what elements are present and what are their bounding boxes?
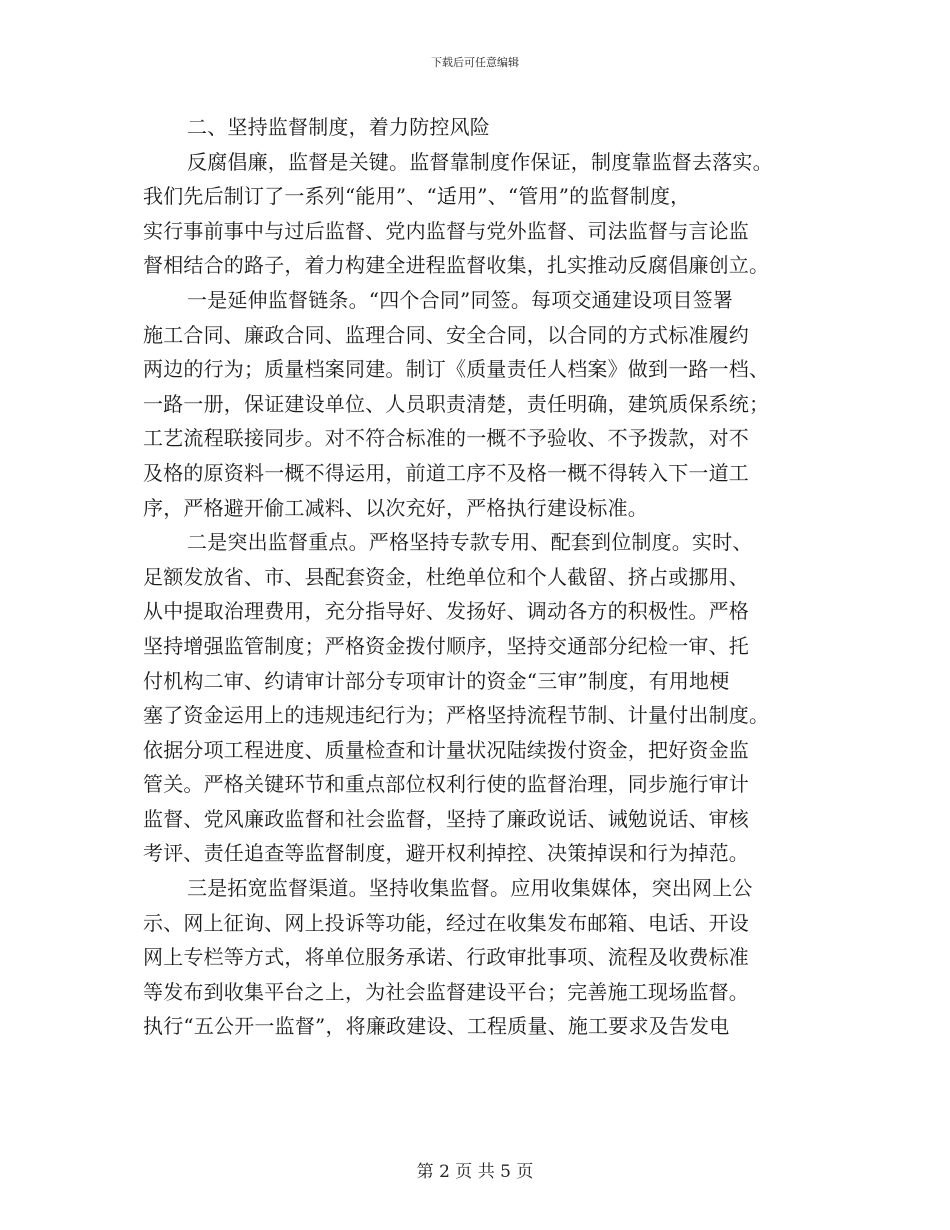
text-line: 等发布到收集平台之上，为社会监督建设平台；完善施工现场监督。 (143, 979, 749, 1004)
text-line: 实行事前事中与过后监督、党内监督与党外监督、司法监督与言论监 (143, 218, 749, 243)
text-line: 付机构二审、约请审计部分专项审计的资金“三审”制度，有用地梗 (143, 668, 730, 693)
text-line: 足额发放省、市、县配套资金，杜绝单位和个人截留、挤占或挪用、 (143, 564, 749, 589)
text-line: 坚持增强监管制度；严格资金拨付顺序，坚持交通部分纪检一审、托 (143, 633, 749, 658)
text-line: 二是突出监督重点。严格坚持专款专用、配套到位制度。实时、 (187, 530, 753, 555)
page-header: 下载后可任意编辑 (431, 56, 519, 69)
text-line: 反腐倡廉，监督是关键。监督靠制度作保证，制度靠监督去落实。 (187, 149, 773, 174)
text-line: 督相结合的路子，着力构建全进程监督收集，扎实推动反腐倡廉创立。 (143, 253, 770, 278)
page-footer: 第 2 页 共 5 页 (416, 1162, 534, 1182)
text-line: 施工合同、廉政合同、监理合同、安全合同，以合同的方式标准履约 (143, 322, 749, 347)
text-line: 一是延伸监督链条。“四个合同”同签。每项交通建设项目签署 (187, 287, 734, 312)
text-line: 一路一册，保证建设单位、人员职责清楚，责任明确，建筑质保系统； (143, 391, 770, 416)
text-line: 及格的原资料一概不得运用，前道工序不及格一概不得转入下一道工 (143, 460, 749, 485)
text-line: 从中提取治理费用，充分指导好、发扬好、调动各方的积极性。严格 (143, 599, 749, 624)
text-line: 两边的行为；质量档案同建。制订《质量责任人档案》做到一路一档、 (143, 357, 770, 382)
text-line: 示、网上征询、网上投诉等功能，经过在收集发布邮箱、电话、开设 (143, 910, 749, 935)
text-line: 序，严格避开偷工减料、以次充好，严格执行建设标准。 (143, 495, 648, 520)
text-line: 工艺流程联接同步。对不符合标准的一概不予验收、不予拨款，对不 (143, 426, 749, 451)
text-line: 二、坚持监督制度，着力防控风险 (187, 115, 490, 139)
text-line: 网上专栏等方式，将单位服务承诺、行政审批事项、流程及收费标准 (143, 945, 749, 970)
text-line: 监督、党风廉政监督和社会监督，坚持了廉政说话、诫勉说话、审核 (143, 806, 749, 831)
text-line: 三是拓宽监督渠道。坚持收集监督。应用收集媒体，突出网上公 (187, 876, 753, 901)
document-body (143, 110, 823, 1044)
text-line: 管关。严格关键环节和重点部位权利行使的监督治理，同步施行审计 (143, 772, 749, 797)
text-line: 考评、责任追查等监督制度，避开权利掉控、决策掉误和行为掉范。 (143, 841, 749, 866)
text-line: 我们先后制订了一系列“能用”、“适用”、“管用”的监督制度， (143, 184, 691, 209)
text-line: 塞了资金运用上的违规违纪行为；严格坚持流程节制、计量付出制度。 (143, 703, 770, 728)
text-line: 依据分项工程进度、质量检查和计量状况陆续拨付资金，把好资金监 (143, 737, 749, 762)
text-line: 执行“五公开一监督”，将廉政建设、工程质量、施工要求及告发电 (143, 1014, 730, 1039)
